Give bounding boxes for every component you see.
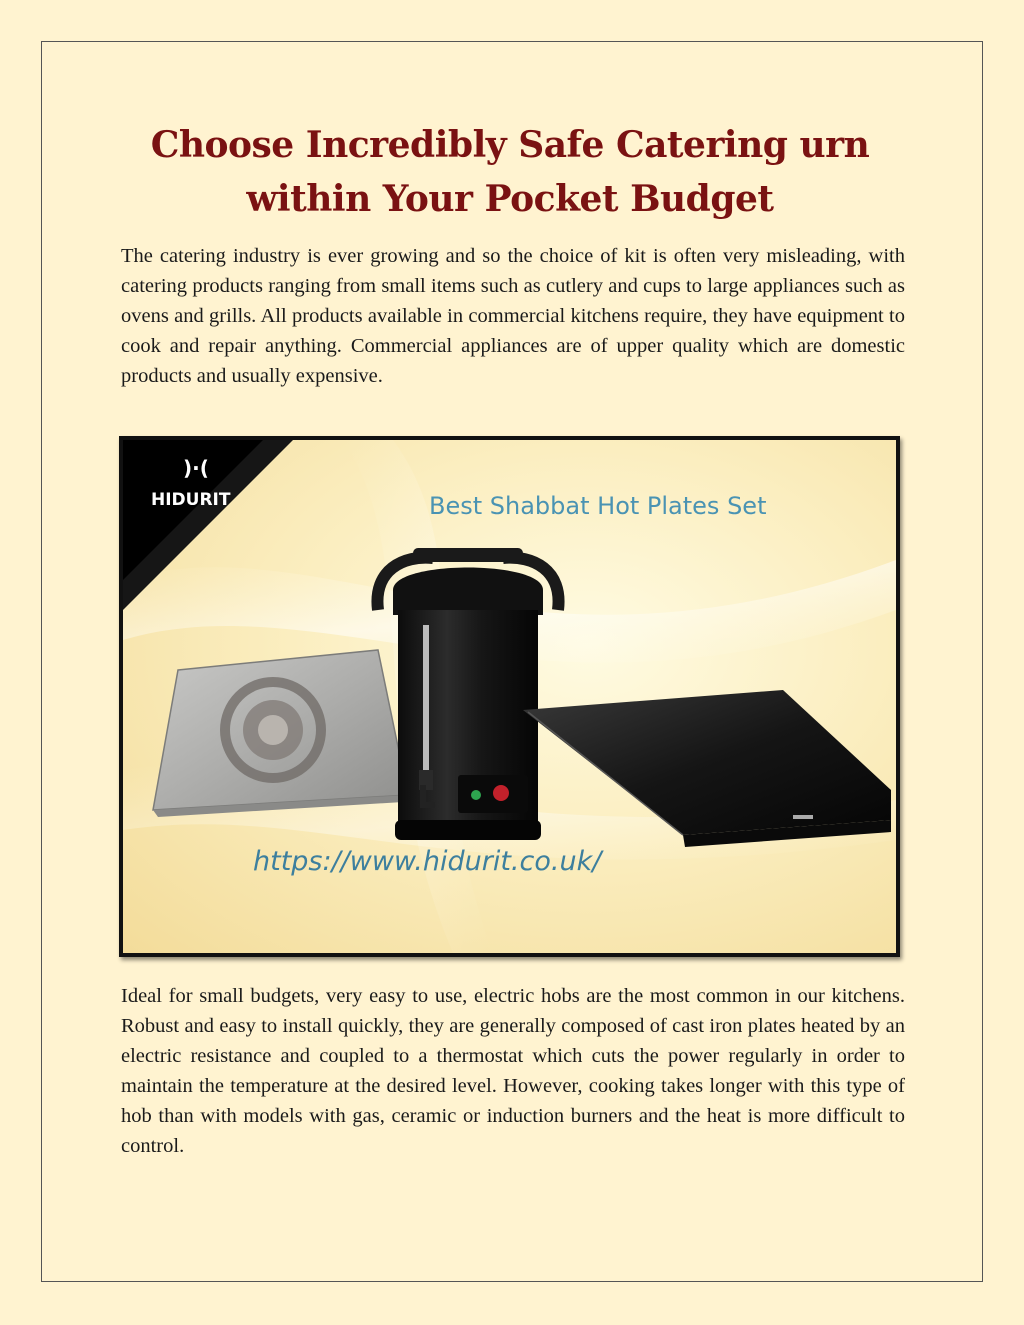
intro-paragraph: The catering industry is ever growing and so the choice of kit is often very misleading, with catering products ranging from small items such as cutlery and cups to large appliances such as ovens and grills. All products available in commercial kitchens require, they have equipment to cook and repair anything. Commercial appliances are of upper quality which are domestic products and usually expensive. [121, 245, 905, 387]
image-headline: Best Shabbat Hot Plates Set [429, 492, 767, 520]
body-paragraph: Ideal for small budgets, very easy to use, electric hobs are the most common in our kitchens. Robust and easy to install quickly, they are generally composed of cast iron plates heated by an electric resistance and coupled to a thermostat which cuts the power regularly in order to maintain the temperature at the desired level. However, cooking takes longer with this type of hob than with models with gas, ceramic or induction burners and the heat is more difficult to control. [121, 985, 905, 1157]
product-image [119, 436, 900, 957]
image-url: https://www.hidurit.co.uk/ [253, 846, 602, 877]
brand-name: HIDURIT [151, 490, 231, 510]
svg-text:)·(: )·( [183, 456, 209, 480]
title-line-2: within Your Pocket Budget [246, 178, 774, 220]
page-title [100, 118, 920, 226]
blanket-icon [153, 650, 408, 817]
urn-icon [377, 548, 558, 840]
title-line-1: Choose Incredibly Safe Catering urn [150, 124, 870, 166]
